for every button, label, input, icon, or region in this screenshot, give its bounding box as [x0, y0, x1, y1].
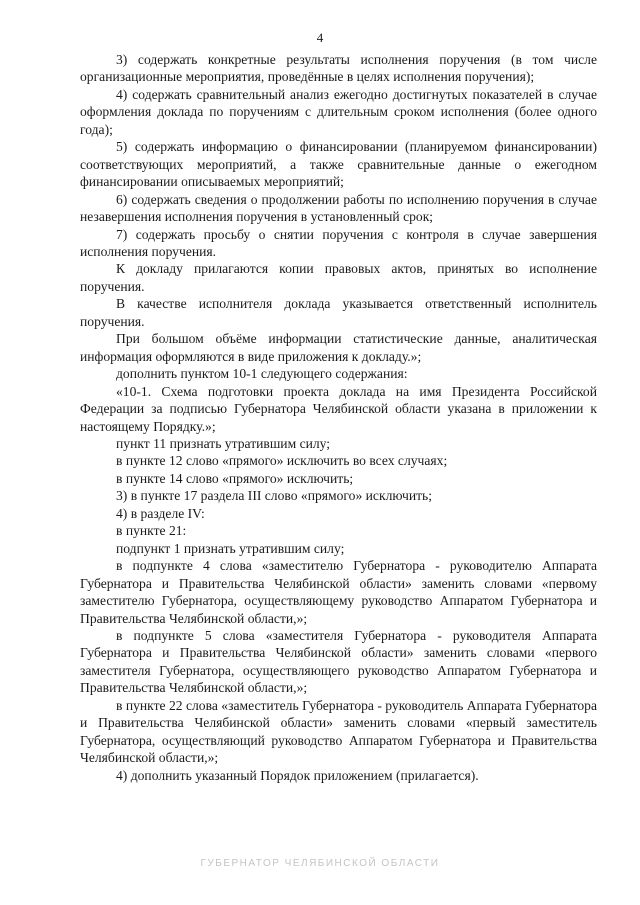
paragraph-item-4: 4) содержать сравнительный анализ ежегодно достигнутых показателей в случае оформления доклада по поручениям с длительным сроком исполнения (более одного года);	[80, 86, 597, 137]
paragraph-add-10-1: дополнить пунктом 10-1 следующего содержания:	[116, 366, 408, 382]
paragraph-podpunkt-4: в подпункте 4 слова «заместителю Губернатора - руководителю Аппарата Губернатора и Правительства Челябинской области» заменить словами «первому заместителю Губернатора, осуществляющему руководство Аппаратом Губернатора и Правительства Челябинской области,»;	[80, 558, 597, 626]
paragraph-podpunkt-1: подпункт 1 признать утратившим силу;	[116, 540, 345, 556]
paragraph-item-6: 6) содержать сведения о продолжении работы по исполнению поручения в случае незавершения исполнения поручения в установленный срок;	[80, 191, 597, 225]
paragraph-punkt-22: в пункте 22 слова «заместитель Губернатора - руководитель Аппарата Губернатора и Правительства Челябинской области» заменить словами «первый заместитель Губернатора, осуществляющий руководство Аппаратом Губернатора и Правительства Челябинской области,»;	[80, 697, 597, 766]
paragraph-punkt-11: пункт 11 признать утратившим силу;	[116, 435, 331, 451]
governor-stamp: ГУБЕРНАТОР ЧЕЛЯБИНСКОЙ ОБЛАСТИ	[200, 858, 440, 869]
paragraph-attachments: К докладу прилагаются копии правовых актов, принятых во исполнение поручения.	[80, 261, 597, 294]
paragraph-punkt-17: 3) в пункте 17 раздела III слово «прямого» исключить;	[116, 488, 433, 504]
paragraph-appendix: 4) дополнить указанный Порядок приложением (прилагается).	[116, 767, 479, 783]
paragraph-item-5: 5) содержать информацию о финансировании (планируемом финансировании) соответствующих мероприятий, а также сравнительные данные о ежегодном финансировании описываемых мероприятий;	[80, 139, 597, 190]
page-number: 4	[316, 30, 324, 45]
paragraph-podpunkt-5: в подпункте 5 слова «заместителя Губернатора - руководителя Аппарата Губернатора и Правительства Челябинской области» заменить словами «первого заместителя Губернатора, осуществляющего руководство Аппаратом Губернатора и Правительства Челябинской области,»;	[80, 627, 597, 696]
paragraph-item-7: 7) содержать просьбу о снятии поручения с контроля в случае завершения исполнения поручения.	[80, 226, 597, 259]
paragraph-item-3: 3) содержать конкретные результаты исполнения поручения (в том числе организационные мероприятия, проведённые в целях исполнения поручения);	[80, 52, 597, 85]
paragraph-10-1: «10-1. Схема подготовки проекта доклада на имя Президента Российской Федерации за подписью Губернатора Челябинской области указана в приложении к настоящему Порядку.»;	[80, 383, 597, 434]
paragraph-executor: В качестве исполнителя доклада указывается ответственный исполнитель поручения.	[80, 296, 597, 329]
paragraph-section-iv: 4) в разделе IV:	[116, 505, 205, 521]
paragraph-punkt-14: в пункте 14 слово «прямого» исключить;	[116, 470, 354, 486]
document-body	[80, 51, 597, 784]
paragraph-statistics: При большом объёме информации статистические данные, аналитическая информация оформляются в виде приложения к докладу.»;	[80, 331, 597, 364]
paragraph-punkt-12: в пункте 12 слово «прямого» исключить во всех случаях;	[116, 453, 448, 469]
paragraph-punkt-21: в пункте 21:	[116, 523, 187, 539]
